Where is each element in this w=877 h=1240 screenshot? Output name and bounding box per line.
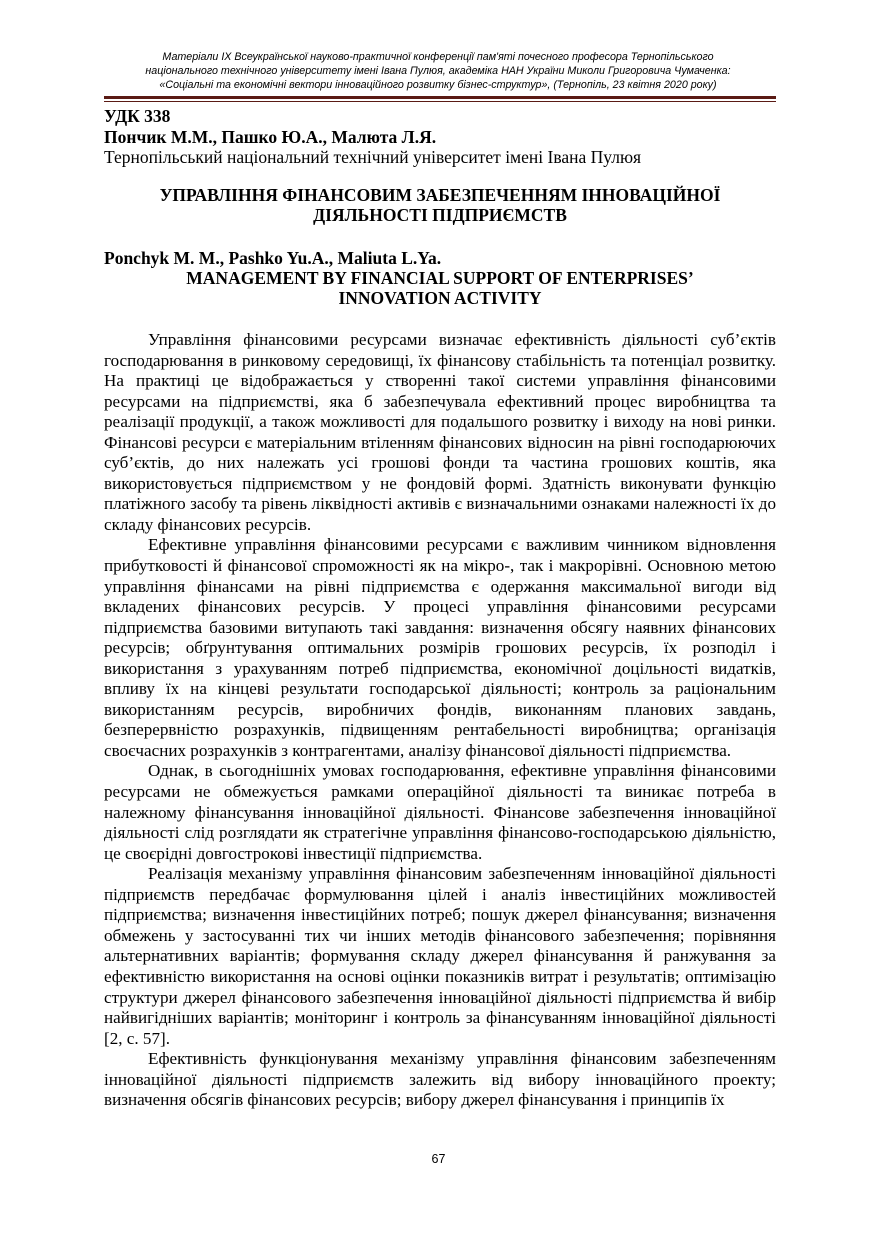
title-ukrainian-line-1: УПРАВЛІННЯ ФІНАНСОВИМ ЗАБЕЗПЕЧЕННЯМ ІННОВАЦІЙНОЇ bbox=[159, 185, 721, 205]
body-paragraph: Ефективність функціонування механізму управління фінансовим забезпеченням інноваційної діяльності підприємств залежить від вибору інноваційного проекту; визначення обсягів фінансових ресурсів; вибору джерел фінансування і принципів їх bbox=[104, 1049, 776, 1110]
udk-code: УДК 338 bbox=[104, 106, 171, 126]
running-header-line-3: «Соціальні та економічні вектори інноваційного розвитку бізнес-структур», (Тернопіль, 23 квітня 2020 року) bbox=[159, 79, 717, 91]
body-paragraph: Управління фінансовими ресурсами визначає ефективність діяльності суб’єктів господарювання в ринковому середовищі, їх фінансову стабільність та потенціал розвитку. На практиці це відображається у створенні такої системи управління фінансовими ресурсами на підприємстві, яка б забезпечувала ефективний процес виробництва та реалізації продукції, а також можливості для подальшого розвитку і виходу на нові ринки. Фінансові ресурси є матеріальним втіленням фінансових відносин на рівні господарюючих суб’єктів, до них належать усі грошові фонди та частина грошових коштів, яка використовується підприємством у не фондовій формі. Здатність виконувати функцію платіжного засобу та рівень ліквідності активів є визначальними ознаками належності їх до складу фінансових ресурсів. bbox=[104, 330, 776, 534]
title-ukrainian-line-2: ДІЯЛЬНОСТІ ПІДПРИЄМСТВ bbox=[313, 205, 567, 225]
body-paragraph: Ефективне управління фінансовими ресурсами є важливим чинником відновлення прибутковості й фінансової спроможності як на мікро-, так і макрорівні. Основною метою управління фінансами на рівні підприємства є одержання максимальної вигоди від вкладених фінансових ресурсів. У процесі управління фінансовими ресурсами підприємства базовими витупають такі завдання: визначення обсягу наявних фінансових ресурсів; обґрунтування оптимальних розмірів грошових ресурсів, їх розподіл і використання з урахуванням потреб підприємства, економічної доцільності видатків, впливу їх на кінцеві результати господарської діяльності; контроль за раціональним використанням ресурсів, виробничих фондів, виконанням планових завдань, безперервністю розрахунків, підвищенням рентабельності виробництва; організація своєчасних розрахунків з контрагентами, аналізу фінансової діяльності підприємства. bbox=[104, 535, 776, 760]
title-english bbox=[104, 268, 776, 308]
header-rule-thin bbox=[104, 101, 776, 102]
body-paragraph: Однак, в сьогоднішніх умовах господарювання, ефективне управління фінансовими ресурсами не обмежується рамками операційної діяльності та виникає потреба в належному фінансування інноваційної діяльності. Фінансове забезпечення інноваційної діяльності слід розглядати як стратегічне управління фінансово-господарською діяльністю, це своєрідні довгострокові інвестиції підприємства. bbox=[104, 761, 776, 863]
body-paragraph: Реалізація механізму управління фінансовим забезпеченням інноваційної діяльності підприємств передбачає формулювання цілей і аналіз інвестиційних можливостей підприємства; визначення інвестиційних потреб; пошук джерел фінансування; визначення обмежень у застосуванні тих чи інших методів фінансового забезпечення; порівняння альтернативних варіантів; формування складу джерел фінансування й ранжування за ефективністю використання на основі оцінки показників витрат і результатів; оптимізацію структури джерел фінансового забезпечення інноваційної діяльності підприємства й вибір найвигідніших варіантів; моніторинг і контроль за фінансуванням інноваційної діяльності [2, с. 57]. bbox=[104, 864, 776, 1048]
affiliation: Тернопільський національний технічний університет імені Івана Пулюя bbox=[104, 147, 642, 167]
article-body bbox=[104, 330, 776, 1111]
title-english-line-2: INNOVATION ACTIVITY bbox=[338, 288, 542, 308]
authors-ukrainian: Пончик М.М., Пашко Ю.А., Малюта Л.Я. bbox=[104, 127, 437, 147]
running-header-line-2: національного технічного університету імені Івана Пулюя, академіка НАН України Миколи Григоровича Чумаченка: bbox=[145, 65, 731, 77]
running-header bbox=[100, 50, 776, 92]
running-header-line-1: Матеріали IX Всеукраїнської науково-практичної конференції пам'яті почесного професора Тернопільського bbox=[162, 51, 714, 63]
page-number: 67 bbox=[431, 1152, 446, 1166]
header-rule-thick bbox=[104, 96, 776, 99]
title-ukrainian bbox=[104, 185, 776, 225]
authors-english: Ponchyk M. M., Pashko Yu.A., Maliuta L.Ya. bbox=[104, 248, 442, 268]
title-english-line-1: MANAGEMENT BY FINANCIAL SUPPORT OF ENTERPRISES’ bbox=[186, 268, 694, 288]
